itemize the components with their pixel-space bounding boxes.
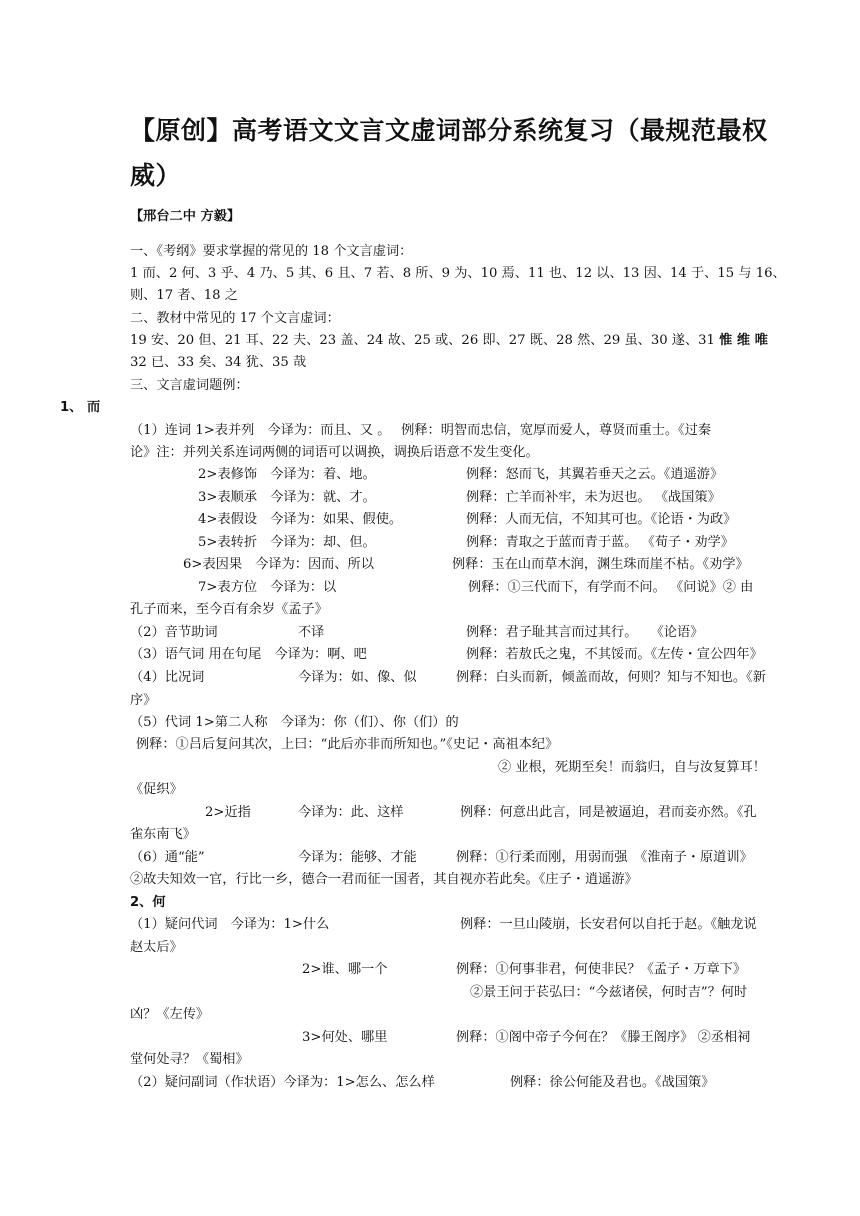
he-3-left: 3>何处、哪里 [302,1030,388,1045]
document-title [130,108,810,198]
title-line-2: 威） [130,161,182,190]
er-5-2-mid: 今译为：此、这样 [298,805,404,820]
er-2-left: （2）音节助词 [130,625,218,640]
er-5-2-left: 2>近指 [205,805,251,820]
er-5-line-d: 《促织》 [130,782,183,797]
section-2-list-a-text: 19 安、20 但、21 耳、22 夫、23 盖、24 故、25 或、26 即、27 既、28 然、29 虽、30 遂、31 [130,333,715,348]
er-1-5-right: 例释：青取之于蓝而青于蓝。 《荀子・劝学》 [466,535,734,550]
er-1-7-left: 7>表方位 今译为：以 [198,580,337,595]
er-2-mid: 不译 [298,625,325,640]
er-3-right: 例释：若敖氏之鬼，不其馁而。《左传・宣公四年》 [466,647,763,662]
he-2-line-c: 凶？《左传》 [130,1007,210,1022]
er-1-7-continued: 孔子而来，至今百有余岁《孟子》 [130,602,328,617]
er-4-left: （4）比况词 [130,670,205,685]
he-heading: 2、何 [130,895,166,910]
section-1-list-a: 1 而、2 何、3 乎、4 乃、5 其、6 且、7 若、8 所、9 为、10 焉、11 也、12 以、13 因、14 于、15 与 16、 [130,266,786,281]
er-5-line-a: （5）代词 1>第二人称 今译为：你（们）、你（们）的 [130,715,459,730]
er-5-2-right: 例释：何意出此言，同是被逼迫，君而妾亦然。《孔 [460,805,757,820]
he-4-left: （2）疑问副词（作状语）今译为：1>怎么、怎么样 [130,1075,435,1090]
er-1-6-left: 6>表因果 今译为：因而、所以 [183,557,374,572]
he-1-continued: 赵太后》 [130,940,183,955]
er-heading: 1、 而 [60,400,101,415]
er-3-left: （3）语气词 用在句尾 今译为：啊、吧 [130,647,367,662]
he-3-continued: 堂何处寻？《蜀相》 [130,1052,249,1067]
er-6-mid: 今译为：能够、才能 [298,850,417,865]
he-1-left: （1）疑问代词 今译为：1>什么 [130,917,330,932]
er-4-mid: 今译为：如、像、似 [298,670,417,685]
he-2-right: 例释：①何事非君，何使非民？《孟子・万章下》 [456,962,747,977]
er-1-4-right: 例释：人而无信，不知其可也。《论语・为政》 [466,512,737,527]
section-2-heading: 二、教材中常见的 17 个文言虚词： [130,311,340,326]
er-1-6-right: 例释：玉在山而草木润，渊生珠而崖不枯。《劝学》 [452,557,749,572]
er-5-line-c: ② 业根，死期至矣！而翁归，自与汝复算耳！ [498,760,766,775]
er-1-line-a: （1）连词 1>表并列 今译为：而且、又 。 例释：明智而忠信，宽厚而爱人，尊贤而重士。《过秦 [130,423,712,438]
he-1-right: 例释：一旦山陵崩，长安君何以自托于赵。《触龙说 [460,917,757,932]
er-1-4-left: 4>表假设 今译为：如果、假使。 [198,512,403,527]
section-2-list-a [130,332,768,350]
er-6-left: （6）通“能” [130,850,205,865]
he-2-left: 2>谁、哪一个 [302,962,388,977]
er-1-7-right: 例释：①三代而下，有学而不问。 《问说》② 由 [468,580,754,595]
er-4-right: 例释：白头而新，倾盖而故，何则？知与不知也。《新 [456,670,766,685]
section-1-heading: 一、《考纲》要求掌握的常见的 18 个文言虚词： [130,244,413,259]
er-6-right: 例释：①行柔而刚，用弱而强 《淮南子・原道训》 [456,850,753,865]
he-4-right: 例释：徐公何能及君也。《战国策》 [510,1075,715,1090]
er-1-line-b: 论》注：并列关系连词两侧的词语可以调换，调换后语意不发生变化。 [130,445,539,460]
section-1-list-b: 则、17 者、18 之 [130,288,238,303]
er-5-line-b: 例释：①吕后复问其次，上曰：“此后亦非而所知也。”《史记・高祖本纪》 [136,737,559,752]
er-1-3-left: 3>表顺承 今译为：就、才。 [198,490,376,505]
er-2-right: 例释：君子耻其言而过其行。 《论语》 [466,625,704,640]
title-line-1: 【原创】高考语文文言文虚词部分系统复习（最规范最权 [130,116,768,145]
er-1-2-right: 例释：怒而飞，其翼若垂天之云。《逍遥游》 [466,467,724,482]
section-2-list-a-bold: 惟 维 唯 [719,333,768,348]
er-1-5-left: 5>表转折 今译为：却、但。 [198,535,376,550]
er-5-continued: 雀东南飞》 [130,827,196,842]
er-1-2-left: 2>表修饰 今译为：着、地。 [198,467,376,482]
section-2-list-b: 32 已、33 矣、34 犹、35 哉 [130,355,307,370]
author-line: 【邢台二中 方毅】 [130,209,241,224]
he-3-right: 例释：①阁中帝子今何在？《滕王阁序》 ②丞相祠 [456,1030,751,1045]
er-6-continued: ②故夫知效一官，行比一乡，德合一君而征一国者，其自视亦若此矣。《庄子・逍遥游》 [130,872,638,887]
er-4-continued: 序》 [130,693,157,708]
er-1-3-right: 例释：亡羊而补牢，未为迟也。 《战国策》 [466,490,721,505]
section-3-heading: 三、文言虚词题例： [130,378,249,393]
he-2-line-b: ②景王问于苌弘曰：“今兹诸侯，何时吉”？何时 [470,985,748,1000]
